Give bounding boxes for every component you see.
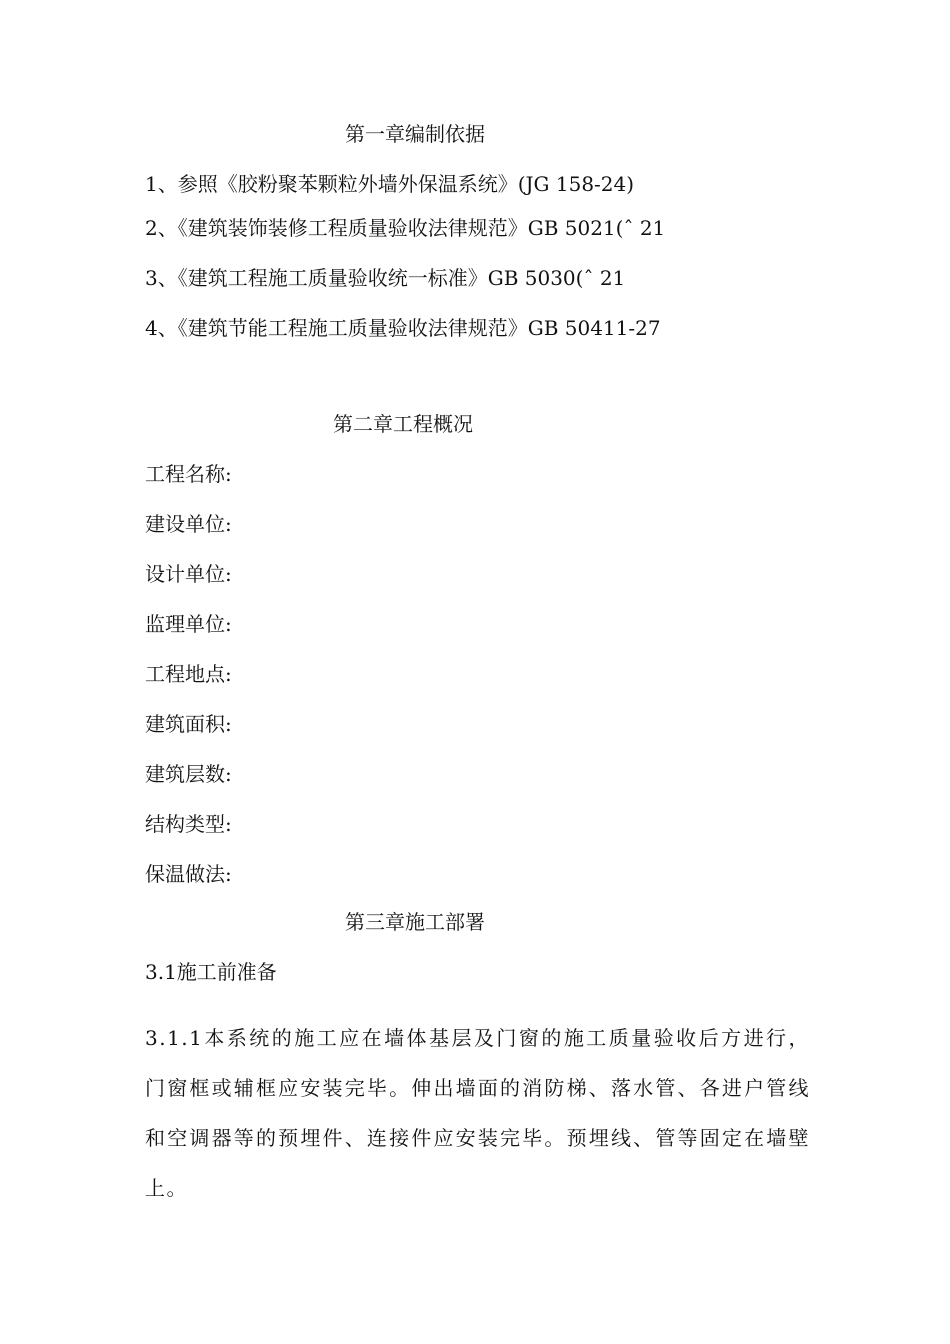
section-3-1-1-paragraph: 3.1.1本系统的施工应在墙体基层及门窗的施工质量验收后方进行， 门窗框或辅框应安装完毕。伸出墙面的消防梯、落水管、各进户管线 和空调器等的预埋件、连接件应安装完毕。预埋线、管等固定在墙壁上。 (145, 1026, 810, 1200)
field-building-area: 建筑面积: (145, 712, 232, 736)
chapter1-item-4: 4、《建筑节能工程施工质量验收法律规范》GB 50411-27 (145, 316, 661, 340)
field-construction-unit: 建设单位: (145, 512, 232, 536)
chapter3-title: 第三章施工部署 (345, 910, 485, 934)
section-3-1-title: 3.1施工前准备 (145, 960, 277, 984)
field-project-name: 工程名称: (145, 462, 232, 486)
chapter1-title: 第一章编制依据 (345, 122, 485, 146)
field-building-floors: 建筑层数: (145, 762, 232, 786)
field-insulation-method: 保温做法: (145, 862, 232, 886)
chapter1-item-1: 1、参照《胶粉聚苯颗粒外墙外保温系统》(JG 158-24) (145, 172, 635, 196)
field-structure-type: 结构类型: (145, 812, 232, 836)
field-design-unit: 设计单位: (145, 562, 232, 586)
chapter2-title: 第二章工程概况 (333, 412, 473, 436)
field-supervision-unit: 监理单位: (145, 612, 232, 636)
chapter1-item-2: 2、《建筑装饰装修工程质量验收法律规范》GB 5021(ˆ 21 (145, 216, 666, 240)
chapter1-item-3: 3、《建筑工程施工质量验收统一标准》GB 5030(ˆ 21 (145, 266, 626, 290)
field-project-location: 工程地点: (145, 662, 232, 686)
